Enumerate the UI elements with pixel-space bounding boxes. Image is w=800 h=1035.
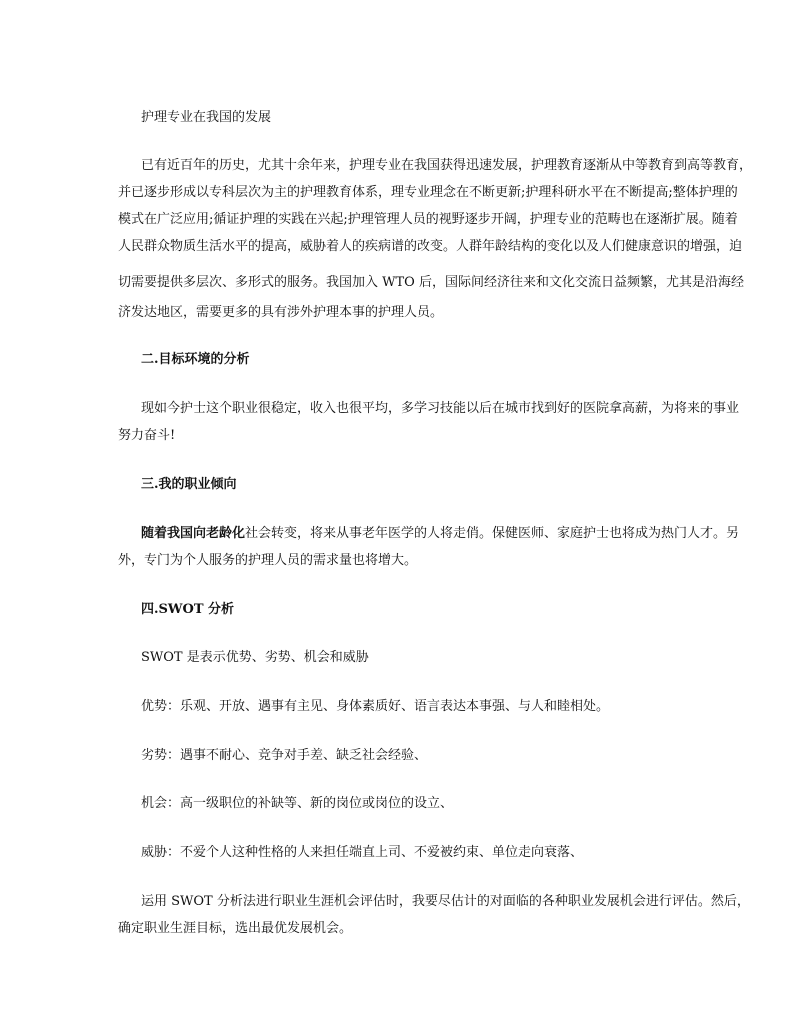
paragraph-line: 努力奋斗! [118,428,176,443]
swot-strengths: 优势：乐观、开放、遇事有主见、身体素质好、语言表达本事强、与人和睦相处。 [141,699,610,714]
paragraph-line: 模式在广泛应用;循证护理的实践在兴起;护理管理人员的视野逐步开阔，护理专业的范畴也在逐渐扩展。随着 [118,212,738,227]
swot-intro: SWOT 是表示优势、劣势、机会和威胁 [141,650,369,665]
paragraph-line: 运用 SWOT 分析法进行职业生涯机会评估时，我要尽估计的对面临的各种职业发展机会进行评估。然后， [141,894,750,909]
paragraph-line: 现如今护士这个职业很稳定，收入也很平均，多学习技能以后在城市找到好的医院拿高薪，为将来的事业 [141,401,740,416]
paragraph-line: 外，专门为个人服务的护理人员的需求量也将增大。 [118,553,418,568]
section-heading: 三.我的职业倾向 [141,477,237,492]
paragraph-line: 确定职业生涯目标，选出最优发展机会。 [118,921,353,936]
paragraph-line: 并已逐步形成以专科层次为主的护理教育体系，理专业理念在不断更新;护理科研水平在不断提高;整体护理的 [118,185,738,200]
section-heading: 四.SWOT 分析 [141,602,235,617]
paragraph-line: 人民群众物质生活水平的提高，威胁着人的疾病谱的改变。人群年龄结构的变化以及人们健康意识的增强，迫 [118,239,743,254]
section-heading: 护理专业在我国的发展 [141,110,272,125]
emphasis-text: 随着我国向老龄化 [141,526,246,541]
section-heading: 二.目标环境的分析 [141,352,250,367]
swot-threats: 威胁：不爱个人这种性格的人来担任端直上司、不爱被约束、单位走向衰落、 [141,845,584,860]
paragraph-line: 已有近百年的历史，尤其十余年来，护理专业在我国获得迅速发展，护理教育逐渐从中等教育到高等教育， [141,158,753,173]
swot-opportunities: 机会：高一级职位的补缺等、新的岗位或岗位的设立、 [141,796,454,811]
swot-weaknesses: 劣势：遇事不耐心、竞争对手差、缺乏社会经验、 [141,748,428,763]
paragraph-line: 济发达地区，需要更多的具有涉外护理本事的护理人员。 [118,305,444,320]
paragraph-line [141,526,800,542]
paragraph-text: 社会转变，将来从事老年医学的人将走俏。保健医师、家庭护士也将成为热门人才。另 [245,526,740,541]
paragraph-line: 切需要提供多层次、多形式的服务。我国加入 WTO 后，国际间经济往来和文化交流日益频繁，尤其是沿海经 [118,275,744,290]
